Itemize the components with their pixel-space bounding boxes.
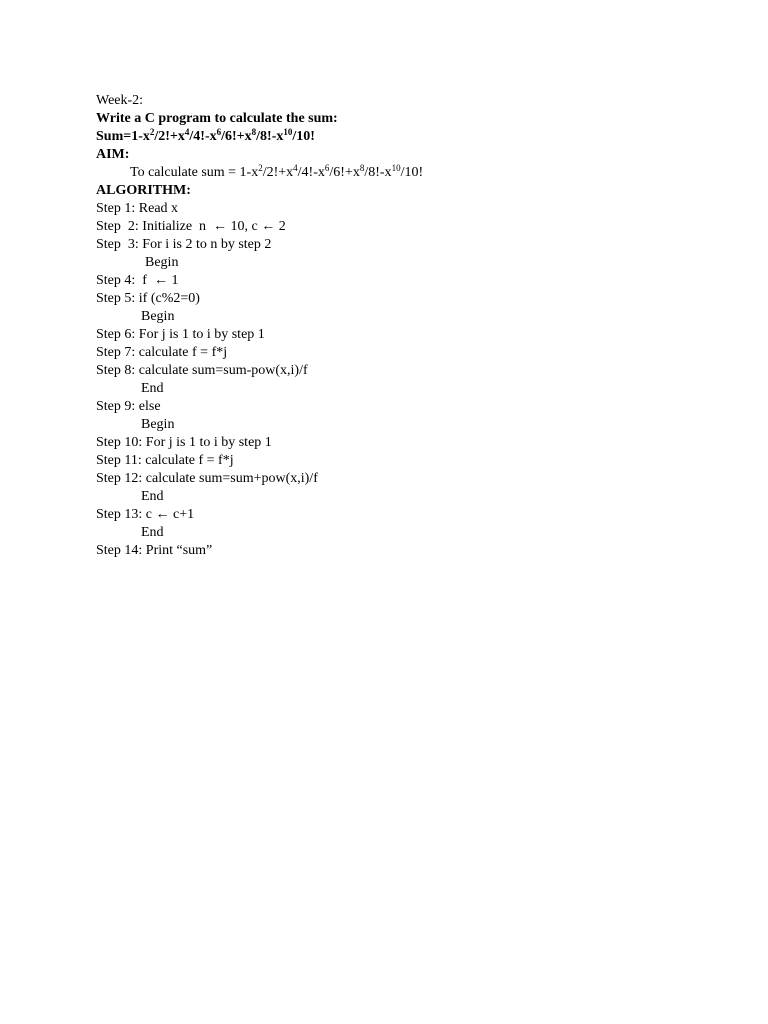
aim-term-2: /4!-x [297, 165, 325, 180]
algorithm-begin: Begin [141, 309, 175, 324]
aim-heading: AIM: [96, 147, 130, 162]
algorithm-heading: ALGORITHM: [96, 183, 191, 198]
week-heading: Week-2: [96, 93, 144, 108]
formula-exp-6: 6 [216, 127, 222, 137]
formula-term-5: /10! [292, 129, 315, 144]
sum-formula [96, 128, 696, 146]
aim-exp-8: 8 [359, 163, 365, 173]
algorithm-step-12: Step 12: calculate sum=sum+pow(x,i)/f [96, 471, 318, 486]
document-page [96, 92, 696, 560]
formula-term-1: /2!+x [154, 129, 185, 144]
aim-exp-2: 2 [258, 163, 263, 173]
algorithm-begin: Begin [145, 255, 179, 270]
algorithm-step-14: Step 14: Print “sum” [96, 543, 213, 558]
algorithm-step-6: Step 6: For j is 1 to i by step 1 [96, 327, 265, 342]
program-title: Write a C program to calculate the sum: [96, 111, 338, 126]
formula-exp-8: 8 [251, 127, 257, 137]
algorithm-step-2: Step 2: Initialize n ← 10, c ← 2 [96, 219, 286, 234]
algorithm-step-10: Step 10: For j is 1 to i by step 1 [96, 435, 272, 450]
aim-term-1: /2!+x [262, 165, 294, 180]
formula-prefix: Sum=1-x [96, 129, 150, 144]
formula-exp-2: 2 [149, 127, 155, 137]
algorithm-step-11: Step 11: calculate f = f*j [96, 453, 234, 468]
algorithm-begin: Begin [141, 417, 175, 432]
aim-text [96, 164, 696, 182]
algorithm-step-8: Step 8: calculate sum=sum-pow(x,i)/f [96, 363, 308, 378]
algorithm-end: End [141, 489, 164, 504]
algorithm-step-3: Step 3: For i is 2 to n by step 2 [96, 237, 272, 252]
algorithm-step-9: Step 9: else [96, 399, 161, 414]
formula-term-3: /6!+x [221, 129, 252, 144]
formula-exp-4: 4 [184, 127, 190, 137]
formula-term-2: /4!-x [189, 129, 217, 144]
algorithm-step-4: Step 4: f ← 1 [96, 273, 179, 288]
aim-exp-6: 6 [324, 163, 330, 173]
aim-term-5: /10! [400, 165, 424, 180]
algorithm-end: End [141, 525, 164, 540]
aim-term-3: /6!+x [329, 165, 360, 180]
algorithm-step-13: Step 13: c ← c+1 [96, 507, 195, 522]
aim-term-4: /8!-x [364, 165, 392, 180]
formula-exp-10: 10 [283, 127, 293, 137]
algorithm-end: End [141, 381, 164, 396]
algorithm-step-7: Step 7: calculate f = f*j [96, 345, 228, 360]
aim-prefix: To calculate sum = 1-x [130, 165, 259, 180]
algorithm-step-5: Step 5: if (c%2=0) [96, 291, 200, 306]
algorithm-step-1: Step 1: Read x [96, 201, 179, 216]
aim-exp-4: 4 [293, 163, 298, 173]
formula-term-4: /8!-x [256, 129, 284, 144]
aim-exp-10: 10 [391, 163, 401, 173]
